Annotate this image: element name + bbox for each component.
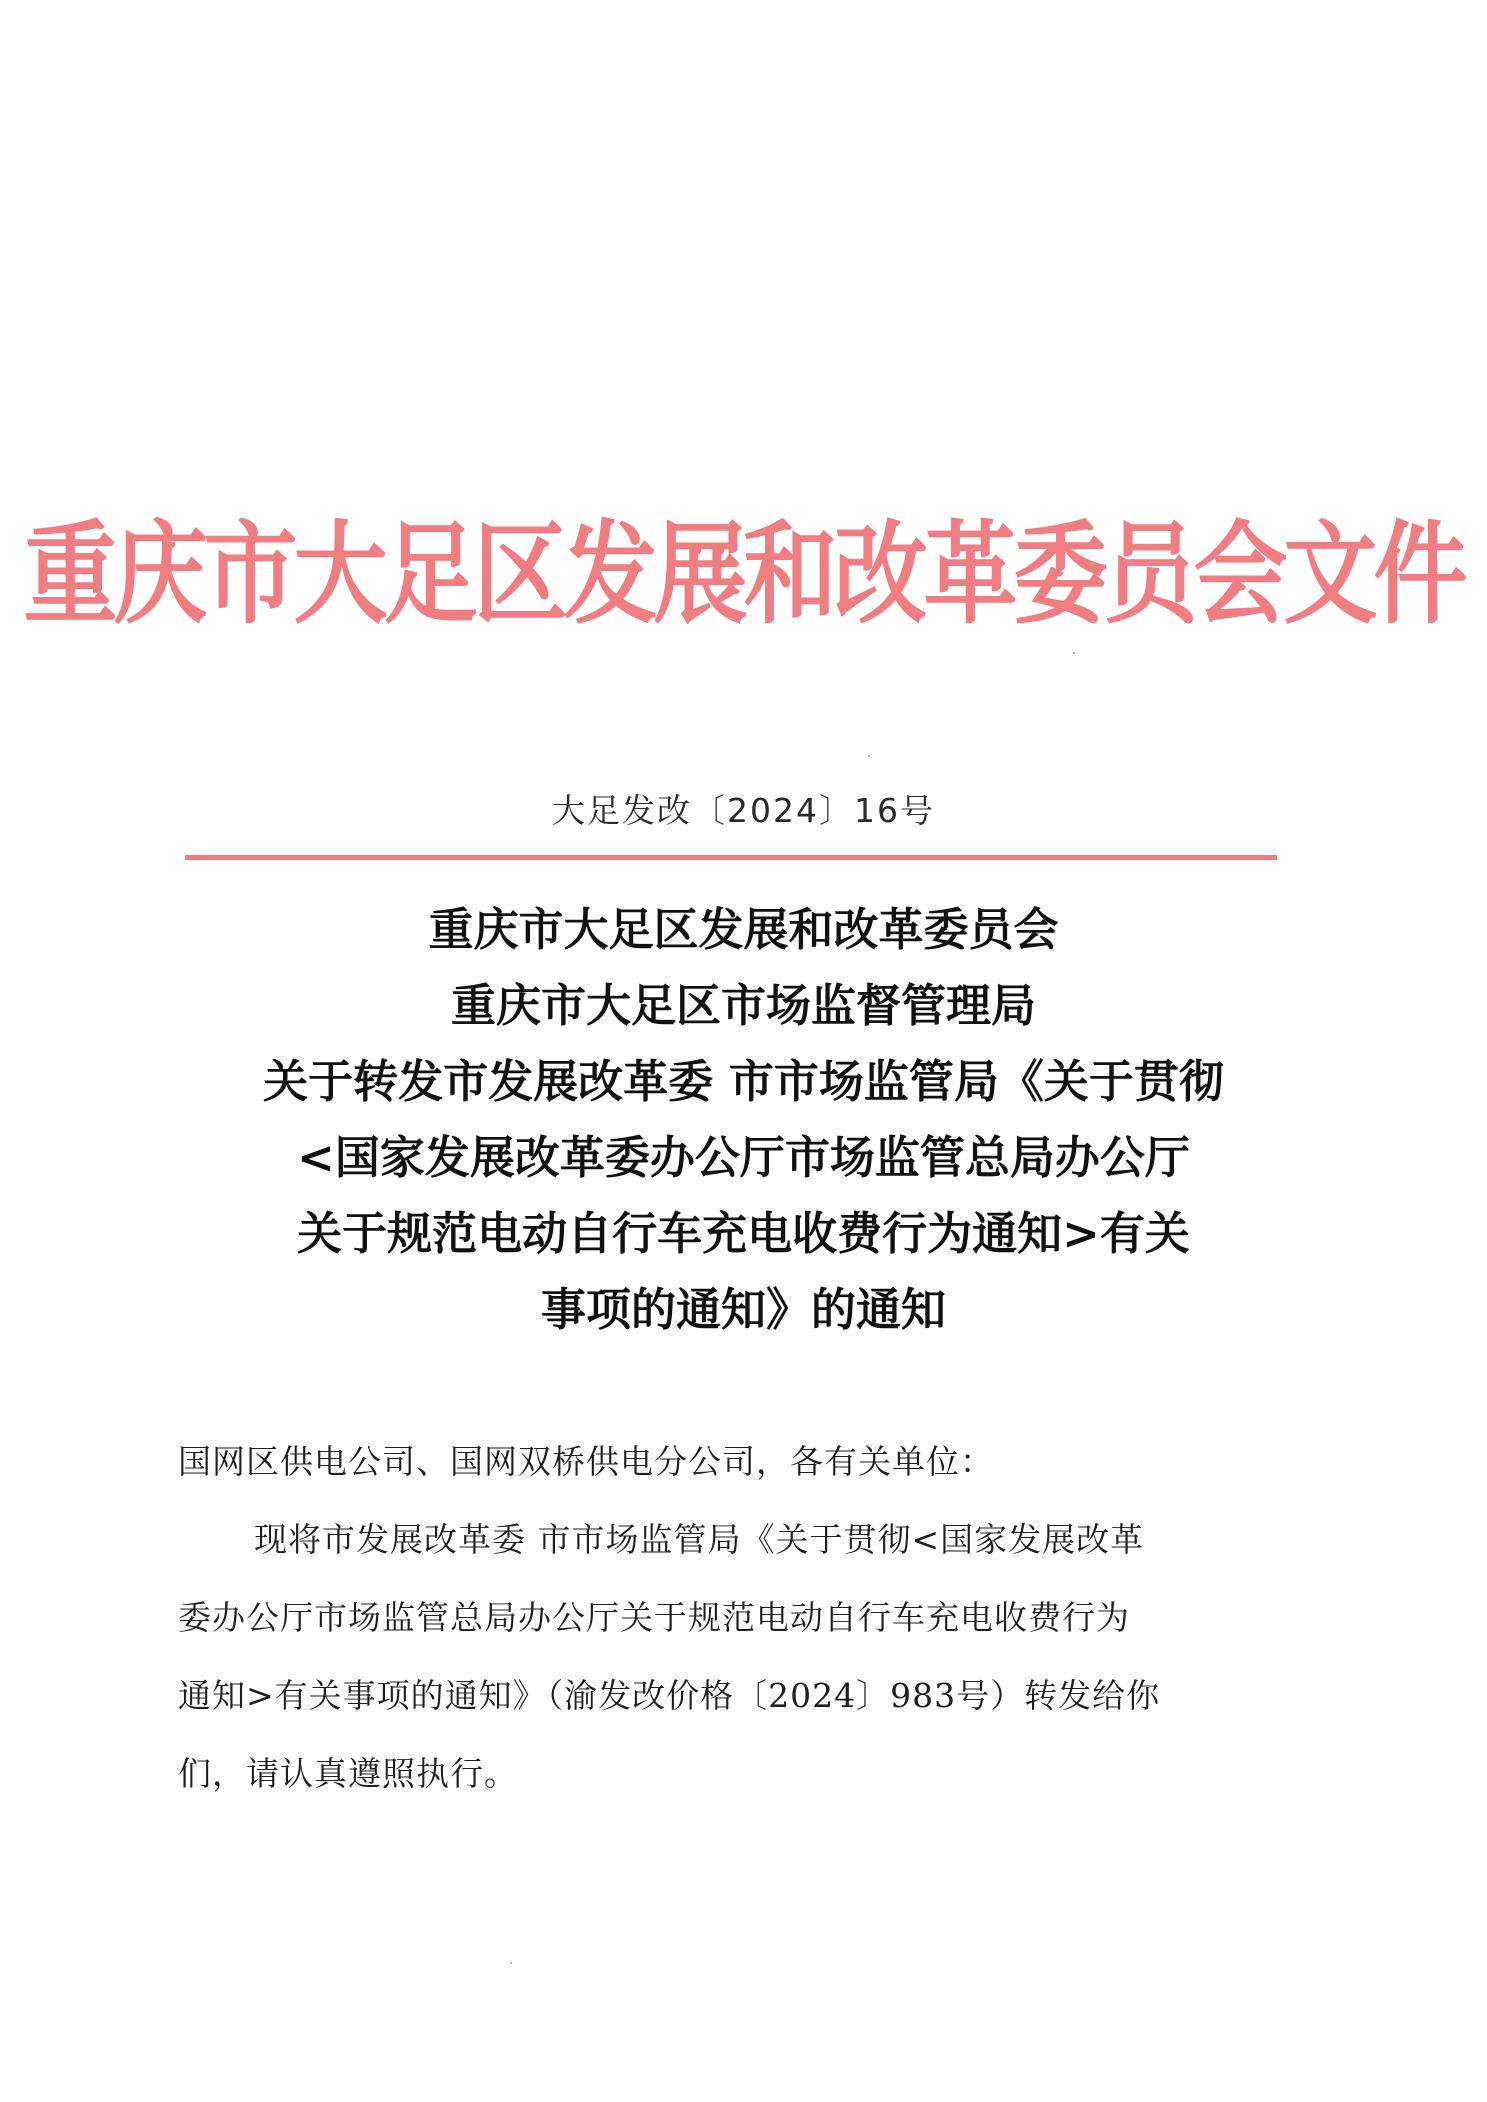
paragraph-line-1: 现将市发展改革委 市市场监管局《关于贯彻<国家发展改革 [254, 1520, 1145, 1559]
title-line-3: 关于转发市发展改革委 市市场监管局《关于贯彻 [263, 1055, 1224, 1108]
scan-speck [868, 755, 870, 757]
salutation: 国网区供电公司、国网双桥供电分公司，各有关单位： [178, 1442, 994, 1481]
paragraph-line-3: 通知>有关事项的通知》（渝发改价格〔2024〕983号）转发给你 [178, 1676, 1161, 1715]
title-line-4: <国家发展改革委办公厅市场监管总局办公厅 [297, 1131, 1190, 1184]
title-line-issuer-2: 重庆市大足区市场监督管理局 [450, 979, 1036, 1032]
document-body [178, 1423, 1298, 1813]
title-line-issuer-1: 重庆市大足区发展和改革委员会 [428, 903, 1059, 956]
masthead-title: 重庆市大足区发展和改革委员会文件 [23, 510, 1464, 640]
red-divider-line [185, 855, 1277, 860]
document-number: 大足发改〔2024〕16号 [552, 791, 935, 830]
document-title [150, 892, 1337, 1348]
scan-speck [510, 1962, 512, 1964]
title-line-5: 关于规范电动自行车充电收费行为通知>有关 [297, 1207, 1190, 1260]
paragraph-line-2: 委办公厅市场监管总局办公厅关于规范电动自行车充电收费行为 [178, 1598, 1130, 1637]
title-line-6: 事项的通知》的通知 [540, 1283, 946, 1336]
scan-speck [1073, 652, 1075, 654]
paragraph-line-4: 们，请认真遵照执行。 [178, 1754, 518, 1793]
